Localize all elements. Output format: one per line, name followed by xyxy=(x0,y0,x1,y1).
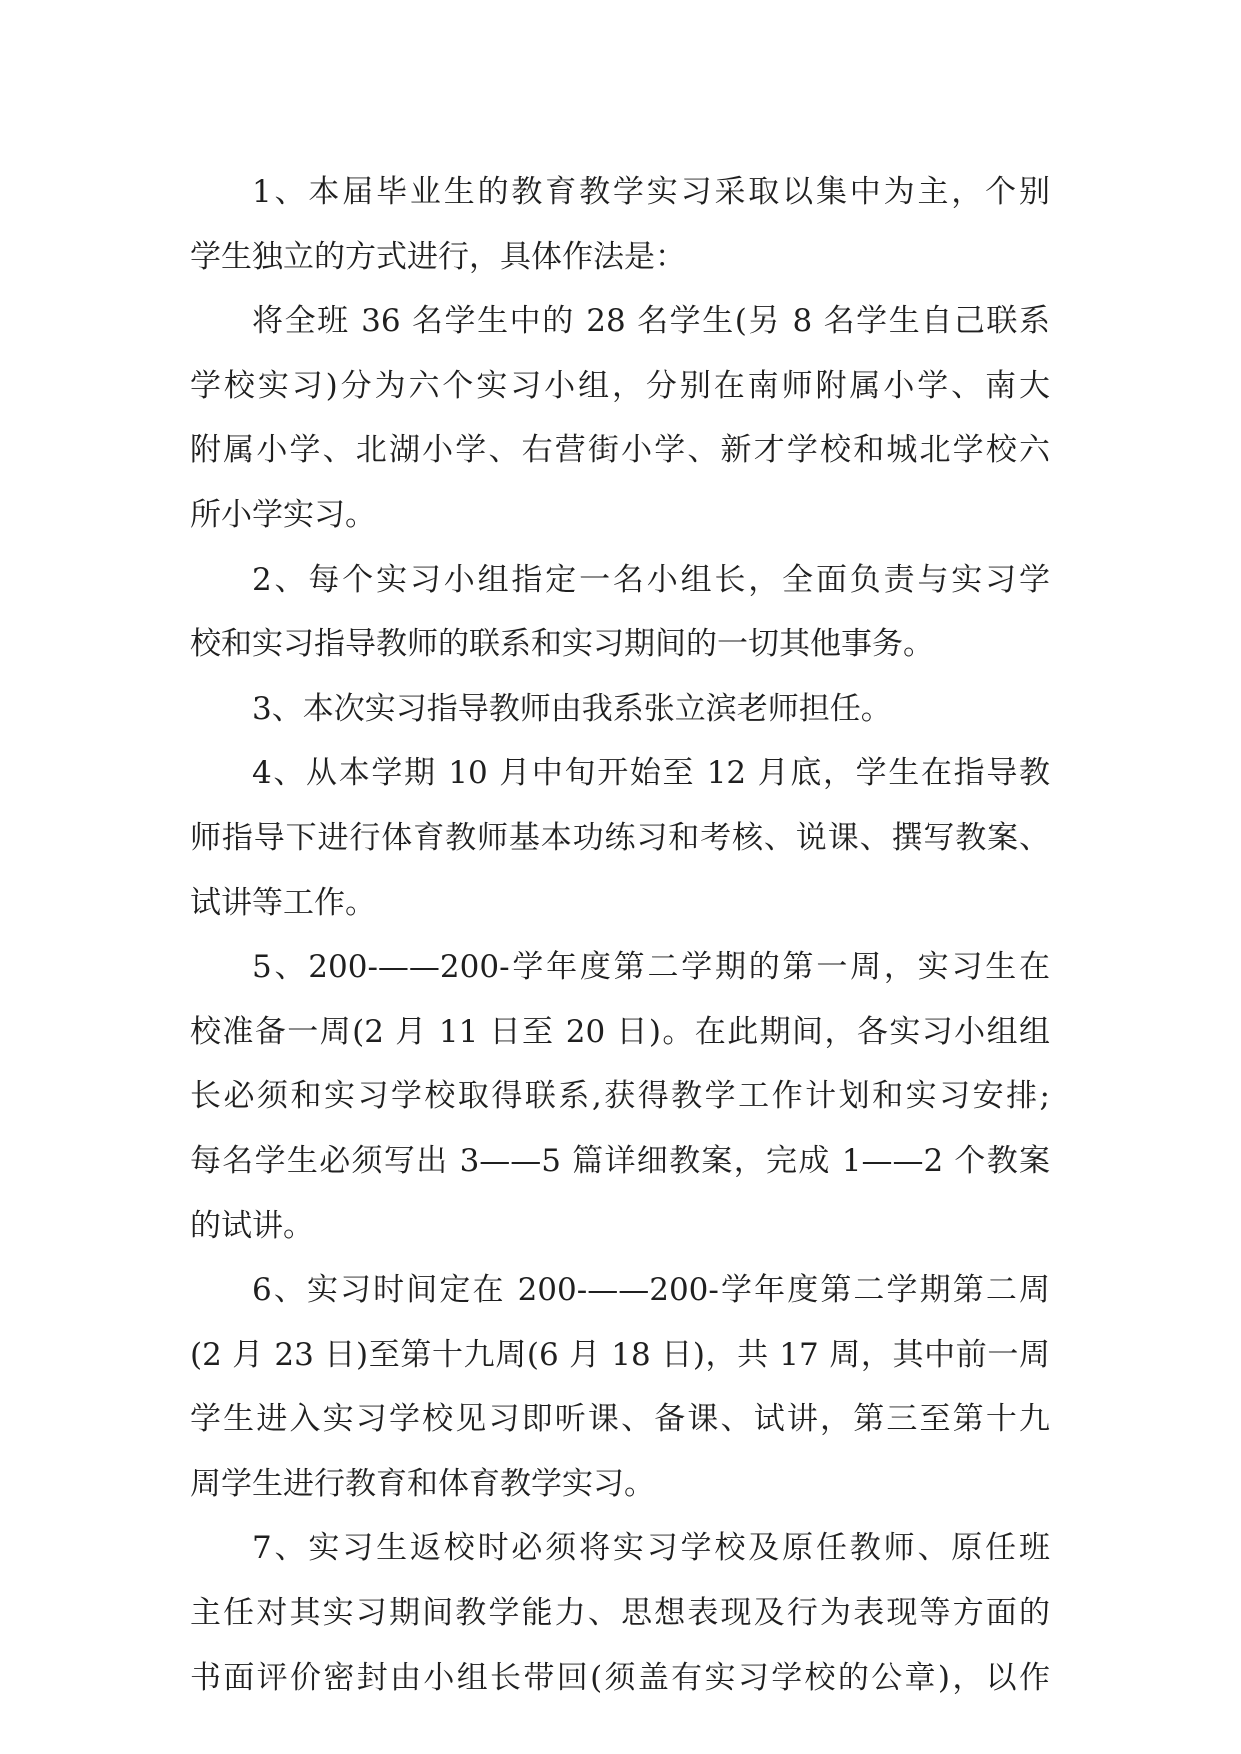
text-line: 试讲等工作。 xyxy=(190,884,376,921)
text-line: 学生独立的方式进行，具体作法是： xyxy=(190,238,686,275)
text-line: 校准备一周(2 月 11 日至 20 日)。在此期间，各实习小组组 xyxy=(190,1013,1050,1050)
text-line: 3、本次实习指导教师由我系张立滨老师担任。 xyxy=(252,690,892,727)
text-line: 2、每个实习小组指定一名小组长，全面负责与实习学 xyxy=(252,561,1050,598)
text-line: 5、200-——200-学年度第二学期的第一周，实习生在 xyxy=(252,949,1050,986)
text-line: 学生进入实习学校见习即听课、备课、试讲，第三至第十九 xyxy=(190,1401,1050,1438)
text-line: 7、实习生返校时必须将实习学校及原任教师、原任班 xyxy=(252,1530,1050,1567)
text-line: 1、本届毕业生的教育教学实习采取以集中为主，个别 xyxy=(252,174,1050,210)
text-line: 6、实习时间定在 200-——200-学年度第二学期第二周 xyxy=(252,1272,1050,1309)
text-line: 师指导下进行体育教师基本功练习和考核、说课、撰写教案、 xyxy=(190,819,1050,856)
text-line: 周学生进行教育和体育教学实习。 xyxy=(190,1465,655,1502)
text-line: 的试讲。 xyxy=(190,1207,314,1244)
text-line: 附属小学、北湖小学、右营街小学、新才学校和城北学校六 xyxy=(190,432,1050,469)
document-body xyxy=(190,160,1050,1710)
text-line: 书面评价密封由小组长带回(须盖有实习学校的公章)，以作 xyxy=(190,1659,1050,1696)
text-line: 长必须和实习学校取得联系,获得教学工作计划和实习安排; xyxy=(190,1078,1050,1115)
text-line: 校和实习指导教师的联系和实习期间的一切其他事务。 xyxy=(190,626,934,663)
text-line: 学校实习)分为六个实习小组，分别在南师附属小学、南大 xyxy=(190,367,1050,404)
text-line: 所小学实习。 xyxy=(190,496,376,533)
text-line: 将全班 36 名学生中的 28 名学生(另 8 名学生自己联系 xyxy=(252,303,1050,340)
text-line: 4、从本学期 10 月中旬开始至 12 月底，学生在指导教 xyxy=(252,755,1050,792)
text-line: 主任对其实习期间教学能力、思想表现及行为表现等方面的 xyxy=(190,1595,1050,1632)
text-line: (2 月 23 日)至第十九周(6 月 18 日)，共 17 周，其中前一周 xyxy=(190,1336,1050,1373)
text-line: 每名学生必须写出 3——5 篇详细教案，完成 1——2 个教案 xyxy=(190,1142,1050,1179)
